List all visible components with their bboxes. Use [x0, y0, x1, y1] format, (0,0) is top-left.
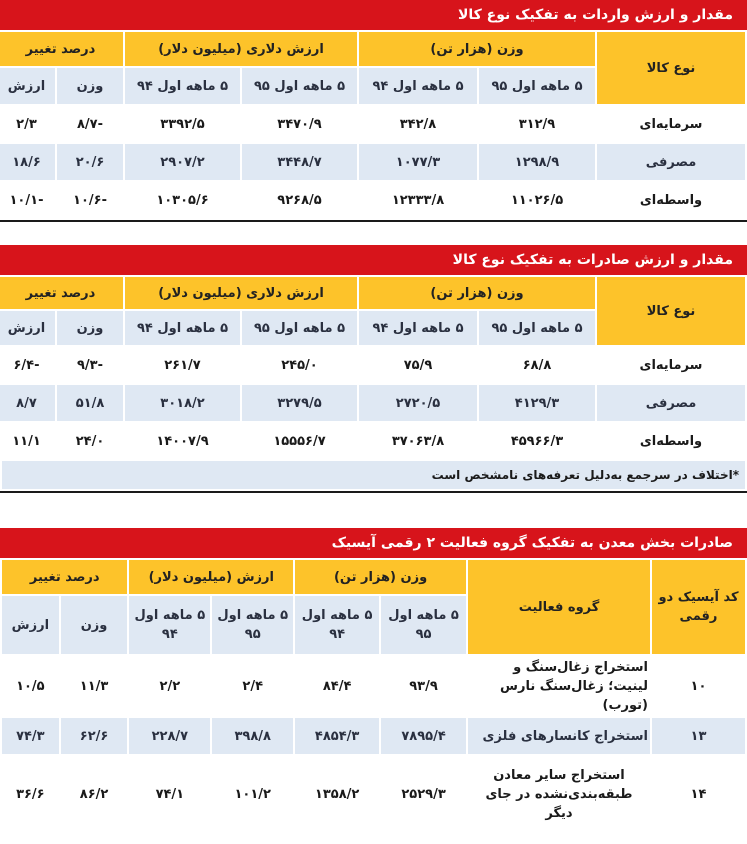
row-code: ۱۰: [652, 656, 745, 716]
sub-weight-95: ۵ ماهه اول ۹۵: [381, 596, 466, 654]
table-row: [2, 718, 745, 754]
imports-table: [0, 30, 747, 220]
cell: ۱۲۹۸/۹: [479, 144, 595, 180]
table-row: [0, 182, 745, 218]
header-change: درصد تغییر: [2, 560, 127, 594]
cell: ۱۰۷۷/۳: [359, 144, 477, 180]
cell: ۲۰/۶: [57, 144, 123, 180]
cell: ۱۸/۶: [0, 144, 55, 180]
sub-change-weight: وزن: [57, 311, 123, 345]
sub-change-weight: وزن: [61, 596, 128, 654]
cell: ۳۲۷۹/۵: [242, 385, 357, 421]
cell: ۱۱/۱: [0, 423, 55, 459]
sub-value-94: ۵ ماهه اول ۹۴: [125, 68, 240, 104]
cell: ۵۱/۸: [57, 385, 123, 421]
row-label: استخراج کانسارهای فلزی: [468, 718, 650, 754]
sub-value-94: ۵ ماهه اول ۹۴: [125, 311, 240, 345]
cell: -۱۰/۶: [57, 182, 123, 218]
sub-weight-95: ۵ ماهه اول ۹۵: [479, 68, 595, 104]
table-row: [0, 144, 745, 180]
mining-table: [0, 558, 747, 834]
cell: ۲۷۲۰/۵: [359, 385, 477, 421]
cell: ۳۱۲/۹: [479, 106, 595, 142]
cell: ۲۴۵/۰: [242, 347, 357, 383]
cell: ۹۳/۹: [381, 656, 466, 716]
cell: ۷۵/۹: [359, 347, 477, 383]
table-row: [0, 385, 745, 421]
header-isic-code: کد آیسیک دو رقمی: [652, 560, 745, 654]
mining-title: صادرات بخش معدن به تفکیک گروه فعالیت ۲ رقمی آیسیک: [0, 528, 747, 558]
divider: [0, 220, 747, 222]
cell: ۲۲۸/۷: [129, 718, 210, 754]
table-row: [0, 347, 745, 383]
table-row: [0, 106, 745, 142]
cell: ۱۰/۵: [2, 656, 59, 716]
header-value: ارزش دلاری (میلیون دلار): [125, 277, 357, 309]
cell: ۶۲/۶: [61, 718, 128, 754]
header-goods-type: نوع کالا: [597, 32, 745, 104]
divider: [0, 491, 747, 493]
cell: ۳۷۰۶۳/۸: [359, 423, 477, 459]
header-activity-group: گروه فعالیت: [468, 560, 650, 654]
header-value: ارزش دلاری (میلیون دلار): [125, 32, 357, 66]
imports-section: [0, 0, 747, 222]
cell: ۱۴۰۰۷/۹: [125, 423, 240, 459]
exports-section: [0, 245, 747, 493]
cell: ۱۲۳۳۳/۸: [359, 182, 477, 218]
mining-section: [0, 528, 747, 834]
cell: ۷۴/۱: [129, 756, 210, 832]
header-value: ارزش (میلیون دلار): [129, 560, 293, 594]
header-weight: وزن (هزار تن): [359, 277, 595, 309]
cell: ۲۹۰۷/۲: [125, 144, 240, 180]
cell: ۳۴۷۰/۹: [242, 106, 357, 142]
cell: ۲/۲: [129, 656, 210, 716]
sub-weight-95: ۵ ماهه اول ۹۵: [479, 311, 595, 345]
sub-value-95: ۵ ماهه اول ۹۵: [212, 596, 293, 654]
sub-change-value: ارزش: [0, 68, 55, 104]
row-code: ۱۴: [652, 756, 745, 832]
table-row: [2, 756, 745, 832]
cell: -۱۰/۱: [0, 182, 55, 218]
cell: ۲۶۱/۷: [125, 347, 240, 383]
cell: ۳۳۹۲/۵: [125, 106, 240, 142]
cell: ۱۰۱/۲: [212, 756, 293, 832]
cell: ۲۴/۰: [57, 423, 123, 459]
header-weight: وزن (هزار تن): [295, 560, 466, 594]
table-row: [2, 656, 745, 716]
sub-value-95: ۵ ماهه اول ۹۵: [242, 68, 357, 104]
row-label: سرمایه‌ای: [597, 106, 745, 142]
cell: ۷۴/۳: [2, 718, 59, 754]
cell: ۱۵۵۵۶/۷: [242, 423, 357, 459]
row-label: استخراج زغال‌سنگ و لینیت؛ زغال‌سنگ نارس (تورب): [468, 656, 650, 716]
sub-value-94: ۵ ماهه اول ۹۴: [129, 596, 210, 654]
cell: -۸/۷: [57, 106, 123, 142]
row-label: استخراج سایر معادن طبقه‌بندی‌نشده در جای دیگر: [468, 756, 650, 832]
cell: ۳۴۴۸/۷: [242, 144, 357, 180]
footnote: *اختلاف در سرجمع به‌دلیل تعرفه‌های نامشخص است: [2, 461, 745, 489]
sub-weight-94: ۵ ماهه اول ۹۴: [359, 311, 477, 345]
header-goods-type: نوع کالا: [597, 277, 745, 345]
exports-title: مقدار و ارزش صادرات به تفکیک نوع کالا: [0, 245, 747, 275]
cell: ۴۱۲۹/۳: [479, 385, 595, 421]
cell: ۲/۳: [0, 106, 55, 142]
exports-table: [0, 275, 747, 461]
cell: -۹/۳: [57, 347, 123, 383]
cell: ۳۰۱۸/۲: [125, 385, 240, 421]
cell: ۱۱۰۲۶/۵: [479, 182, 595, 218]
sub-change-value: ارزش: [0, 311, 55, 345]
cell: ۷۸۹۵/۴: [381, 718, 466, 754]
imports-title: مقدار و ارزش واردات به تفکیک نوع کالا: [0, 0, 747, 30]
cell: ۲/۴: [212, 656, 293, 716]
cell: ۴۵۹۶۶/۳: [479, 423, 595, 459]
row-label: سرمایه‌ای: [597, 347, 745, 383]
sub-value-95: ۵ ماهه اول ۹۵: [242, 311, 357, 345]
row-label: واسطه‌ای: [597, 182, 745, 218]
header-weight: وزن (هزار تن): [359, 32, 595, 66]
row-label: مصرفی: [597, 144, 745, 180]
cell: ۳۹۸/۸: [212, 718, 293, 754]
cell: ۹۲۶۸/۵: [242, 182, 357, 218]
sub-weight-94: ۵ ماهه اول ۹۴: [359, 68, 477, 104]
row-code: ۱۳: [652, 718, 745, 754]
cell: ۱۱/۳: [61, 656, 128, 716]
cell: ۶۸/۸: [479, 347, 595, 383]
cell: ۸/۷: [0, 385, 55, 421]
sub-change-weight: وزن: [57, 68, 123, 104]
cell: -۶/۴: [0, 347, 55, 383]
header-change: درصد تغییر: [0, 32, 123, 66]
cell: ۳۶/۶: [2, 756, 59, 832]
sub-weight-94: ۵ ماهه اول ۹۴: [295, 596, 379, 654]
row-label: مصرفی: [597, 385, 745, 421]
cell: ۱۳۵۸/۲: [295, 756, 379, 832]
table-row: [0, 423, 745, 459]
cell: ۴۸۵۴/۳: [295, 718, 379, 754]
header-change: درصد تغییر: [0, 277, 123, 309]
cell: ۱۰۳۰۵/۶: [125, 182, 240, 218]
cell: ۸۴/۴: [295, 656, 379, 716]
sub-change-value: ارزش: [2, 596, 59, 654]
row-label: واسطه‌ای: [597, 423, 745, 459]
cell: ۲۵۲۹/۳: [381, 756, 466, 832]
cell: ۳۴۲/۸: [359, 106, 477, 142]
cell: ۸۶/۲: [61, 756, 128, 832]
